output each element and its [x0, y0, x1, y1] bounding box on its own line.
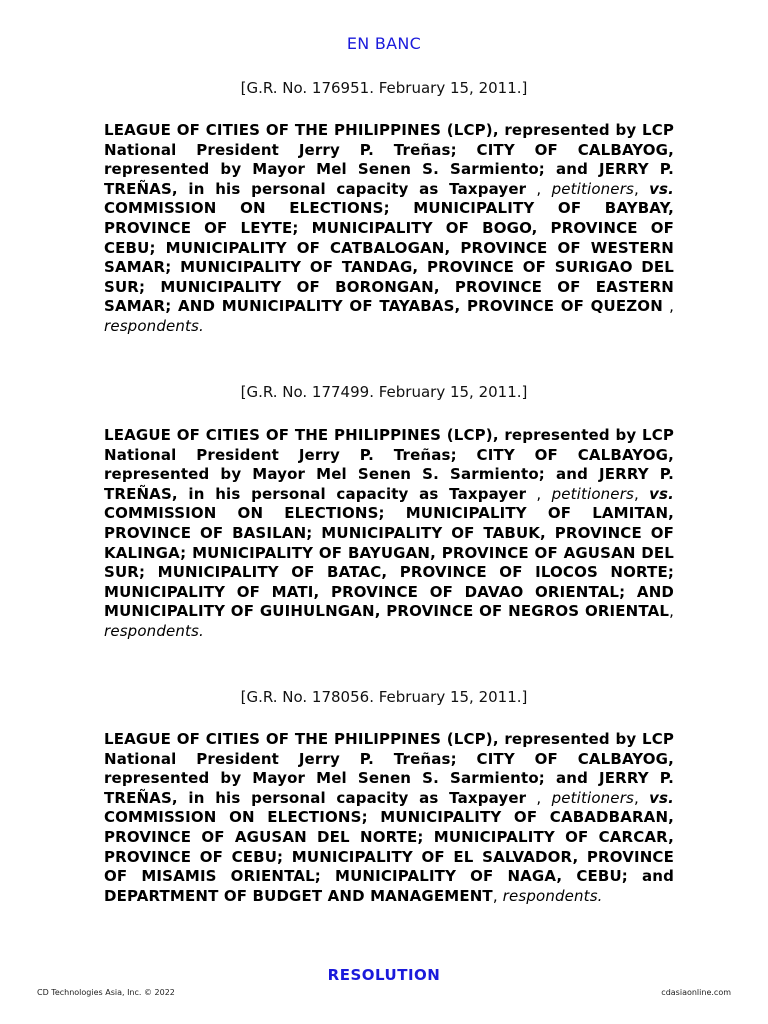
respondents-names: COMMISSION ON ELECTIONS; MUNICIPALITY OF CABADBARAN, PROVINCE OF AGUSAN DEL NORTE; MUNICIPALITY OF CARCAR, PROVINCE OF CEBU; MUNICIPALITY OF EL SALVADOR, PROVINCE OF MISAMIS ORIENTAL; MUNICIPALITY OF NAGA, CEBU; and DEPARTMENT OF BUDGET AND MANAGEMENT	[104, 808, 674, 905]
separator: ,	[526, 484, 552, 503]
respondents-label: respondents.	[104, 316, 204, 335]
respondents-label: respondents.	[502, 886, 603, 905]
separator: ,	[662, 297, 674, 316]
respondents-label: respondents.	[104, 621, 204, 640]
separator: ,	[633, 788, 650, 807]
court-division-heading: EN BANC	[346, 34, 422, 53]
separator: ,	[633, 179, 650, 198]
versus-label: vs.	[649, 179, 674, 198]
separator: ,	[633, 484, 650, 503]
case-number-2: [G.R. No. 177499. February 15, 2011.]	[240, 383, 528, 401]
petitioners-names: LEAGUE OF CITIES OF THE PHILIPPINES (LCP), represented by LCP National President Jerry P. Treñas; CITY OF CALBAYOG, represented by Mayor Mel Senen S. Sarmiento; and JERRY P. TREÑAS, in his personal capacity as Taxpayer	[104, 121, 674, 198]
petitioners-names: LEAGUE OF CITIES OF THE PHILIPPINES (LCP), represented by LCP National President Jerry P. Treñas; CITY OF CALBAYOG, represented by Mayor Mel Senen S. Sarmiento; and JERRY P. TREÑAS, in his personal capacity as Taxpayer	[104, 426, 674, 503]
separator: ,	[492, 886, 503, 905]
respondents-names: COMMISSION ON ELECTIONS; MUNICIPALITY OF LAMITAN, PROVINCE OF BASILAN; MUNICIPALITY OF TABUK, PROVINCE OF KALINGA; MUNICIPALITY OF BAYUGAN, PROVINCE OF AGUSAN DEL SUR; MUNICIPALITY OF BATAC, PROVINCE OF ILOCOS NORTE; MUNICIPALITY OF MATI, PROVINCE OF DAVAO ORIENTAL; AND MUNICIPALITY OF GUIHULNGAN, PROVINCE OF NEGROS ORIENTAL	[104, 504, 674, 621]
petitioners-label: petitioners	[551, 179, 634, 198]
petitioners-label: petitioners	[551, 788, 634, 807]
footer-copyright: CD Technologies Asia, Inc. © 2022	[37, 988, 175, 997]
petitioners-label: petitioners	[551, 484, 634, 503]
separator: ,	[526, 788, 552, 807]
versus-label: vs.	[649, 788, 674, 807]
footer-site: cdasiaonline.com	[661, 988, 731, 997]
resolution-title: RESOLUTION	[327, 966, 441, 984]
versus-label: vs.	[649, 484, 674, 503]
respondents-names: COMMISSION ON ELECTIONS; MUNICIPALITY OF BAYBAY, PROVINCE OF LEYTE; MUNICIPALITY OF BOGO, PROVINCE OF CEBU; MUNICIPALITY OF CATBALOGAN, PROVINCE OF WESTERN SAMAR; MUNICIPALITY OF TANDAG, PROVINCE OF SURIGAO DEL SUR; MUNICIPALITY OF BORONGAN, PROVINCE OF EASTERN SAMAR; AND MUNICIPALITY OF TAYABAS, PROVINCE OF QUEZON	[104, 199, 674, 316]
petitioners-names: LEAGUE OF CITIES OF THE PHILIPPINES (LCP), represented by LCP National President Jerry P. Treñas; CITY OF CALBAYOG, represented by Mayor Mel Senen S. Sarmiento; and JERRY P. TREÑAS, in his personal capacity as Taxpayer	[104, 730, 674, 807]
case-parties-1	[104, 121, 674, 337]
case-parties-2	[104, 426, 674, 642]
separator: ,	[669, 602, 674, 621]
case-number-3: [G.R. No. 178056. February 15, 2011.]	[240, 688, 528, 706]
separator: ,	[526, 179, 552, 198]
case-parties-3	[104, 730, 674, 906]
case-number-1: [G.R. No. 176951. February 15, 2011.]	[240, 79, 528, 97]
